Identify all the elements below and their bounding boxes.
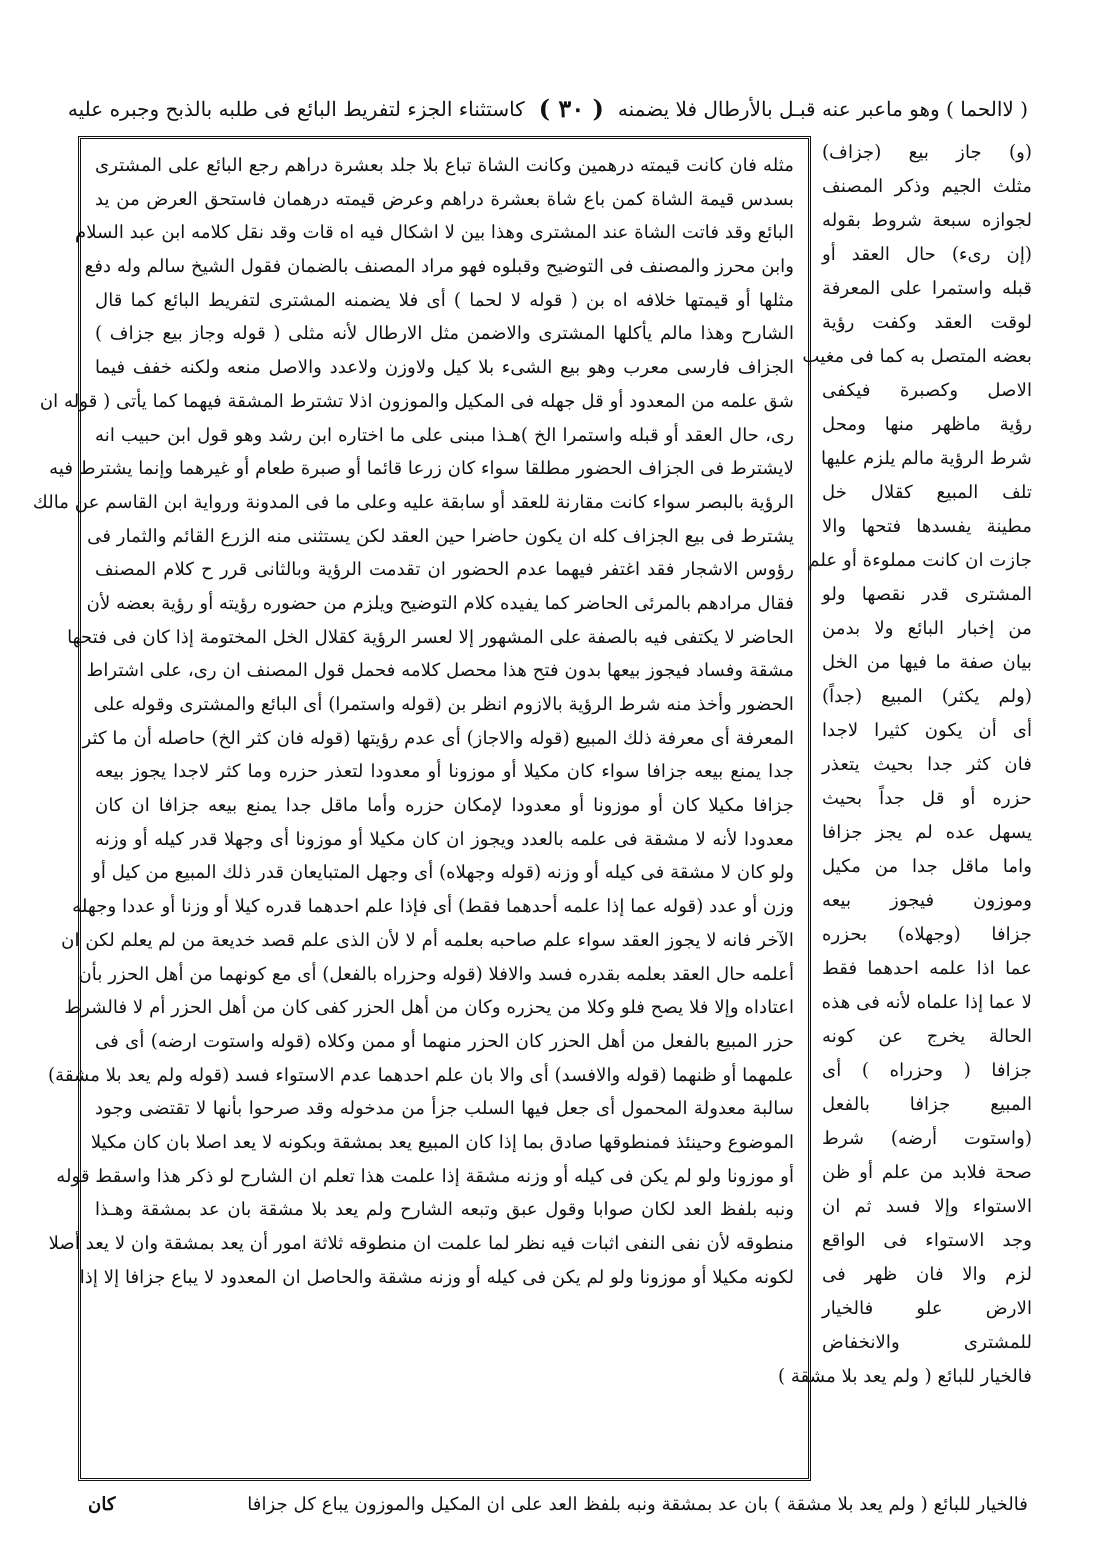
margin-line: (و) جاز بيع (جزاف) (822, 142, 1032, 163)
main-text-line: جدا يمنع بيعه جزافا سواء كان مكيلا أو موزونا أو معدودا لتعذر حزره وما كثر لاجدا يجوز بيعه (95, 761, 794, 783)
margin-line: عما اذا علمه احدهما فقط (822, 958, 1032, 979)
margin-line: الاستواء وإلا فسد ثم ان (822, 1196, 1032, 1217)
header-left-text: كاستثناء الجزء لتفريط البائع فى طلبه بالذبح وجبره عليه (67, 97, 525, 121)
margin-line: للمشترى والانخفاض (822, 1332, 1032, 1353)
main-text-line: بسدس قيمة الشاة كمن باع شاة بعشرة دراهم وعرض قيمته درهمان فاستحق العرض من يد (95, 188, 794, 210)
main-text-line: سالبة معدولة المحمول أى جعل فيها السلب جزأ من مدخوله وقد صرحوا بأنها لا تقتضى وجود (95, 1098, 794, 1120)
margin-line: الحالة يخرج عن كونه (822, 1026, 1032, 1047)
main-text-line: الجزاف فارسى معرب وهو بيع الشىء بلا كيل ولاوزن ولاعدد والاصل منعه ولكنه خفف فيما (95, 357, 794, 379)
main-text-line: رى، حال العقد أو قبله واستمرا الخ )هـذا مبنى على ما اختاره ابن رشد وهو قول ابن حبيب انه (95, 424, 794, 446)
margin-line: بعضه المتصل به كما فى مغيب (802, 346, 1032, 367)
main-text-line: ولو كان لا مشقة فى كيله أو وزنه (قوله وجهلاه) أى وجهل المتبايعان قدر ذلك المبيع من كيل أو (92, 862, 794, 884)
margin-line: تلف المبيع كقلال خل (822, 482, 1032, 503)
margin-line: حزره أو قل جداً بحيث (822, 788, 1032, 809)
main-text-line: البائع وقد فاتت الشاة عند المشترى وهذا بين لا اشكال فيه اه قات وقد نقل كلامه ابن عبد السلام (74, 222, 794, 244)
main-text-line: منطوقه لأن نفى النفى اثبات فيه نظر لما علمت ان منطوقه ثلاثة امور أن يعد بمشقة وان لا يعد أصلا (48, 1233, 794, 1254)
margin-line: شرط الرؤية مالم يلزم عليها (820, 448, 1032, 469)
margin-line: بيان صفة ما فيها من الخل (822, 652, 1032, 673)
margin-line: أى أن يكون كثيرا لاجدا (822, 720, 1032, 741)
bottom-line (88, 1488, 1028, 1522)
margin-line: لا عما إذا علماه لأنه فى هذه (821, 992, 1032, 1013)
main-text-line: يشترط فى بيع الجزاف كله ان يكون حاضرا حين العقد لكن يستثنى منه الزرع القائم والثمار فى (87, 525, 794, 547)
main-text-line: أو موزونا ولو لم يكن فى كيله أو وزنه مشقة إذا علمت هذا تعلم ان الشارح لو ذكر هذا واسقط قوله (56, 1165, 794, 1187)
margin-line: فالخيار للبائع ( ولم يعد بلا مشقة ) (778, 1366, 1032, 1387)
main-text-line: مثله فان كانت قيمته درهمين وكانت الشاة تباع بلا جلد بعشرة دراهم رجع البائع على المشترى (95, 155, 794, 176)
main-text-line: شق علمه من المعدود أو قل جهله فى المكيل والموزون اذلا تشترط المشقة فيهما كما يأتى ( قوله ان (39, 390, 794, 412)
main-text-line: جزافا مكيلا كان أو موزونا أو معدودا لإمكان حزره وأما ماقل جدا يمنع بيعه جزافا ان كان (95, 795, 794, 817)
margin-line: واما ماقل جدا من مكيل (822, 856, 1032, 877)
running-header (67, 92, 1028, 126)
margin-line: لجوازه سبعة شروط بقوله (822, 210, 1032, 231)
main-text-line: مشقة وفساد فيجوز بيعها بدون فتح هذا محصل كلامه فحمل قول المصنف ان رى، على اشتراط (86, 660, 794, 682)
bottom-text: فالخيار للبائع ( ولم يعد بلا مشقة ) بان عد بمشقة ونبه بلفظ العد على ان المكيل والموزون يباع كل جزافا (247, 1494, 1028, 1515)
main-commentary-frame (32, 136, 811, 1481)
main-text-line: معدودا لأنه لا مشقة فى علمه بالعدد ويجوز ان كان مكيلا أو موزونا أى وجهلا قدر كيله أو وزنه (95, 828, 794, 850)
margin-line: المبيع جزافا بالفعل (822, 1094, 1032, 1115)
margin-line: (واستوت أرضه) شرط (822, 1128, 1032, 1149)
main-text-line: فقال مرادهم بالمرئى الحاضر كما يفيده كلام التوضيح ويلزم من حضوره رؤيته أو رؤية بعضه لأن (86, 592, 794, 614)
main-text-line: الشارح وهذا مالم يأكلها المشترى والاضمن مثل الارطال لأنه مثلى ( قوله وجاز بيع جزاف ) (95, 323, 794, 345)
margin-line: قبله واستمرا على المعرفة (822, 278, 1032, 299)
margin-line: (ولم يكثر) المبيع (جداً) (822, 686, 1032, 707)
margin-line: جزافا (وجهلاه) بحزره (822, 924, 1032, 945)
main-text-line: الحضور وأخذ منه شرط الرؤية بالازوم انظر بن (قوله واستمرا) أى البائع والمشترى وقوله على (93, 694, 794, 715)
main-text-line: الآخر فانه لا يجوز العقد سواء علم صاحبه بعلمه أم لا لأن الذى علم قصد خديعة من لم يعلم لكن ان (61, 929, 794, 951)
margin-line: الارض علو فالخيار (822, 1298, 1032, 1319)
margin-line: صحة فلابد من علم أو ظن (822, 1162, 1032, 1183)
main-text-line: اعتاداه وإلا فلا يصح فلو وكلا من يحزره وكان من أهل الحزر كفى كان من أهل الحزر أم لا فالشرط (64, 997, 794, 1019)
main-text-line: رؤوس الاشجار فقد اغتفر فيهما عدم الحضور ان تقدمت الرؤية وبالثانى قرر ح كلام المصنف (95, 559, 794, 581)
margin-line: جازت ان كانت مملوءة أو علم (808, 550, 1032, 571)
margin-line: مثلث الجيم وذكر المصنف (822, 176, 1032, 197)
main-text-line: وزن أو عدد (قوله عما إذا علمه أحدهما فقط) أى فإذا علم احدهما قدره كيلا أو وزنا أو عددا وجهله (72, 896, 794, 918)
margin-line: (إن رىء) حال العقد أو (822, 244, 1032, 265)
margin-line: من إخبار البائع ولا بدمن (822, 618, 1032, 639)
margin-commentary-column (778, 136, 1032, 1481)
margin-line: وموزون فيجوز بيعه (822, 890, 1032, 911)
margin-line: يسهل عده لم يجز جزافا (822, 822, 1032, 843)
margin-line: لزم والا فان ظهر فى (822, 1264, 1032, 1285)
main-text-line: لايشترط فى الجزاف الحضور مطلقا سواء كان زرعا قائما أو صبرة طعام أو غيرهما وإنما يشترط فيه (49, 458, 794, 480)
margin-line: وجد الاستواء فى الواقع (822, 1230, 1032, 1251)
main-text-line: ونبه بلفظ العد لكان صوابا وقول عبق وتبعه الشارح ولم يعد بلا مشقة بان عد بمشقة وهـذا (95, 1199, 794, 1221)
main-text-line: الرؤية بالبصر سواء كانت مقارنة للعقد أو سابقة عليه وعلى ما فى المدونة ورواية ابن القاسم عن مالك (32, 491, 794, 513)
page-number: ( ٣٠ ) (538, 94, 604, 123)
main-text-line: الموضوع وحينئذ فمنطوقها صادق بما إذا كان المبيع يعد بمشقة وبكونه لا يعد اصلا بان كان مكيلا (90, 1131, 794, 1153)
main-text-line: أعلمه حال العقد بعلمه بقدره فسد والافلا (قوله وحزراه بالفعل) أى مع كونهما من أهل الحزر بأن (78, 963, 794, 985)
margin-line: الاصل وكصبرة فيكفى (822, 380, 1032, 401)
margin-line: المشترى قدر نقصها ولو (822, 584, 1032, 605)
main-text-line: لكونه مكيلا أو موزونا ولو لم يكن فى كيله أو وزنه مشقة والحاصل ان المعدود لا يباع جزافا إلا إذا (79, 1266, 794, 1288)
main-text-line: الحاضر لا يكتفى فيه بالصفة على المشهور إلا لعسر الرؤية كقلال الخل المختومة إذا كان فى فتحها (67, 626, 794, 648)
main-text-line: مثلها أو قيمتها خلافه اه بن ( قوله لا لحما ) أى فلا يضمنه المشترى لتفريط البائع كما قال (95, 289, 794, 311)
margin-line: مطينة يفسدها فتحها والا (822, 516, 1032, 537)
margin-line: فان كثر جدا بحيث يتعذر (822, 754, 1032, 775)
catchword: كان (88, 1494, 116, 1515)
header-right-text: ( لاالحما ) وهو ماعبر عنه قبـل بالأرطال فلا يضمنه (617, 97, 1028, 121)
margin-line: رؤية ماظهر منها ومحل (822, 414, 1032, 435)
main-text-line: وابن محرز والمصنف فى التوضيح وقبلوه فهو مراد المصنف بالضمان فقول الشيخ سالم وله دفع (84, 256, 794, 278)
main-text-line: علمهما أو ظنهما (قوله والافسد) أى والا بان علم احدهما عدم الاستواء فسد (قوله ولم يعد بلا مشقة) (47, 1064, 794, 1086)
main-text-line: المعرفة أى معرفة ذلك المبيع (قوله والاجاز) أى عدم رؤيتها (قوله فان كثر الخ) حاصله أن ما كثر (82, 727, 794, 749)
margin-line: جزافا ( وحزراه ) أى (822, 1060, 1032, 1081)
main-text-line: حزر المبيع بالفعل من أهل الحزر كان الحزر منهما أو ممن وكلاه (قوله واستوت ارضه) أى فى (95, 1030, 794, 1052)
margin-line: لوقت العقد وكفت رؤية (822, 312, 1032, 333)
